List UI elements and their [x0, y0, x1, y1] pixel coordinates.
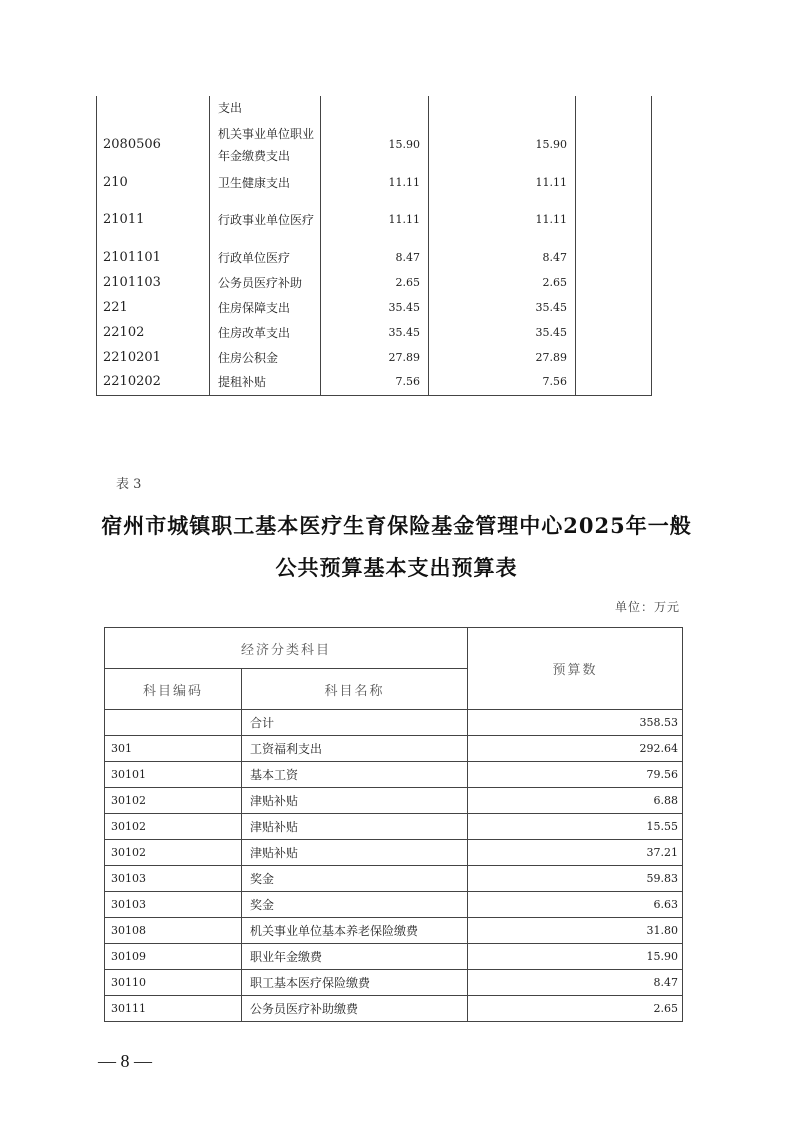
row-amount: 8.47 — [468, 970, 683, 996]
row-code: 30111 — [105, 996, 242, 1022]
row-amount-a: 27.89 — [321, 345, 429, 370]
row-amount: 59.83 — [468, 866, 683, 892]
row-amount-b: 27.89 — [429, 345, 576, 370]
row-name: 基本工资 — [242, 762, 468, 788]
row-name: 行政事业单位医疗 — [210, 195, 321, 245]
row-amount-b — [429, 96, 576, 120]
row-code — [97, 96, 210, 120]
table-row — [105, 866, 683, 892]
row-amount-c — [576, 270, 652, 295]
table-row — [105, 788, 683, 814]
row-name: 津贴补贴 — [242, 814, 468, 840]
row-name: 住房公积金 — [210, 345, 321, 370]
row-amount-c — [576, 120, 652, 170]
table-row — [105, 814, 683, 840]
row-code: 221 — [97, 295, 210, 320]
row-amount: 79.56 — [468, 762, 683, 788]
row-name: 卫生健康支出 — [210, 170, 321, 195]
table-caption: 表 3 — [116, 477, 142, 492]
row-amount: 358.53 — [468, 710, 683, 736]
table-row — [97, 345, 652, 370]
table-row — [97, 320, 652, 345]
table-row — [105, 918, 683, 944]
header-budget-amount: 预算数 — [468, 628, 683, 710]
row-code: 30101 — [105, 762, 242, 788]
row-code: 30109 — [105, 944, 242, 970]
row-code — [105, 710, 242, 736]
table-row — [105, 762, 683, 788]
row-code: 2210202 — [97, 370, 210, 395]
row-amount-c — [576, 245, 652, 270]
row-name: 公务员医疗补助缴费 — [242, 996, 468, 1022]
row-code: 301 — [105, 736, 242, 762]
row-amount-a: 11.11 — [321, 195, 429, 245]
row-amount-b: 8.47 — [429, 245, 576, 270]
row-name: 职工基本医疗保险缴费 — [242, 970, 468, 996]
table-row — [97, 96, 652, 120]
table-row — [97, 245, 652, 270]
row-amount-c — [576, 370, 652, 395]
row-name: 机关事业单位基本养老保险缴费 — [242, 918, 468, 944]
row-name: 住房保障支出 — [210, 295, 321, 320]
row-amount-a: 35.45 — [321, 320, 429, 345]
table-row — [105, 944, 683, 970]
table-row — [105, 970, 683, 996]
table-row — [105, 736, 683, 762]
row-name: 奖金 — [242, 866, 468, 892]
row-amount-b: 35.45 — [429, 295, 576, 320]
row-code: 30110 — [105, 970, 242, 996]
row-name: 津贴补贴 — [242, 788, 468, 814]
row-code: 2101101 — [97, 245, 210, 270]
row-amount-a — [321, 96, 429, 120]
row-amount: 2.65 — [468, 996, 683, 1022]
row-amount-c — [576, 170, 652, 195]
row-amount-b: 2.65 — [429, 270, 576, 295]
row-name: 津贴补贴 — [242, 840, 468, 866]
table-title-line1: 宿州市城镇职工基本医疗生育保险基金管理中心2025年一般 — [101, 513, 692, 538]
row-amount: 37.21 — [468, 840, 683, 866]
row-code: 30102 — [105, 814, 242, 840]
table-row — [105, 892, 683, 918]
row-amount: 31.80 — [468, 918, 683, 944]
header-subject-name: 科目名称 — [242, 669, 468, 710]
header-subject-code: 科目编码 — [105, 669, 242, 710]
table-row — [97, 270, 652, 295]
table-title-line2: 公共预算基本支出预算表 — [275, 555, 518, 580]
row-name: 行政单位医疗 — [210, 245, 321, 270]
row-code: 210 — [97, 170, 210, 195]
row-name: 奖金 — [242, 892, 468, 918]
table-row — [105, 710, 683, 736]
page-number: — 8 — — [98, 1051, 152, 1071]
row-code: 30108 — [105, 918, 242, 944]
table-row — [97, 195, 652, 245]
row-amount: 6.88 — [468, 788, 683, 814]
row-amount-c — [576, 320, 652, 345]
row-amount-a: 7.56 — [321, 370, 429, 395]
row-amount-b: 11.11 — [429, 170, 576, 195]
row-amount-b: 35.45 — [429, 320, 576, 345]
row-code: 2101103 — [97, 270, 210, 295]
row-amount: 15.55 — [468, 814, 683, 840]
row-code: 30103 — [105, 866, 242, 892]
row-code: 22102 — [97, 320, 210, 345]
table-row — [97, 295, 652, 320]
row-amount-b: 7.56 — [429, 370, 576, 395]
row-amount-c — [576, 96, 652, 120]
row-name: 提租补贴 — [210, 370, 321, 395]
row-name: 合计 — [242, 710, 468, 736]
continued-budget-table — [96, 96, 652, 396]
table-row — [97, 120, 652, 170]
basic-expenditure-budget-table — [104, 627, 683, 1022]
row-amount-b: 11.11 — [429, 195, 576, 245]
row-amount: 6.63 — [468, 892, 683, 918]
table-row — [97, 170, 652, 195]
row-code: 30102 — [105, 840, 242, 866]
row-code: 30103 — [105, 892, 242, 918]
row-amount-a: 2.65 — [321, 270, 429, 295]
row-name: 公务员医疗补助 — [210, 270, 321, 295]
row-amount: 15.90 — [468, 944, 683, 970]
row-amount-c — [576, 195, 652, 245]
table-row — [105, 840, 683, 866]
row-amount-c — [576, 345, 652, 370]
row-code: 30102 — [105, 788, 242, 814]
unit-label: 单位：万元 — [614, 600, 680, 614]
row-name: 支出 — [210, 96, 321, 120]
row-name: 工资福利支出 — [242, 736, 468, 762]
row-name: 职业年金缴费 — [242, 944, 468, 970]
row-amount-a: 11.11 — [321, 170, 429, 195]
row-amount-a: 8.47 — [321, 245, 429, 270]
row-code: 2210201 — [97, 345, 210, 370]
row-amount-a: 15.90 — [321, 120, 429, 170]
row-name: 住房改革支出 — [210, 320, 321, 345]
row-code: 21011 — [97, 195, 210, 245]
row-amount-a: 35.45 — [321, 295, 429, 320]
header-row — [105, 628, 683, 669]
row-amount-b: 15.90 — [429, 120, 576, 170]
row-name: 机关事业单位职业年金缴费支出 — [210, 120, 321, 170]
table-row — [105, 996, 683, 1022]
header-economic-classification: 经济分类科目 — [105, 628, 468, 669]
row-amount: 292.64 — [468, 736, 683, 762]
row-code: 2080506 — [97, 120, 210, 170]
table-row — [97, 370, 652, 395]
row-amount-c — [576, 295, 652, 320]
